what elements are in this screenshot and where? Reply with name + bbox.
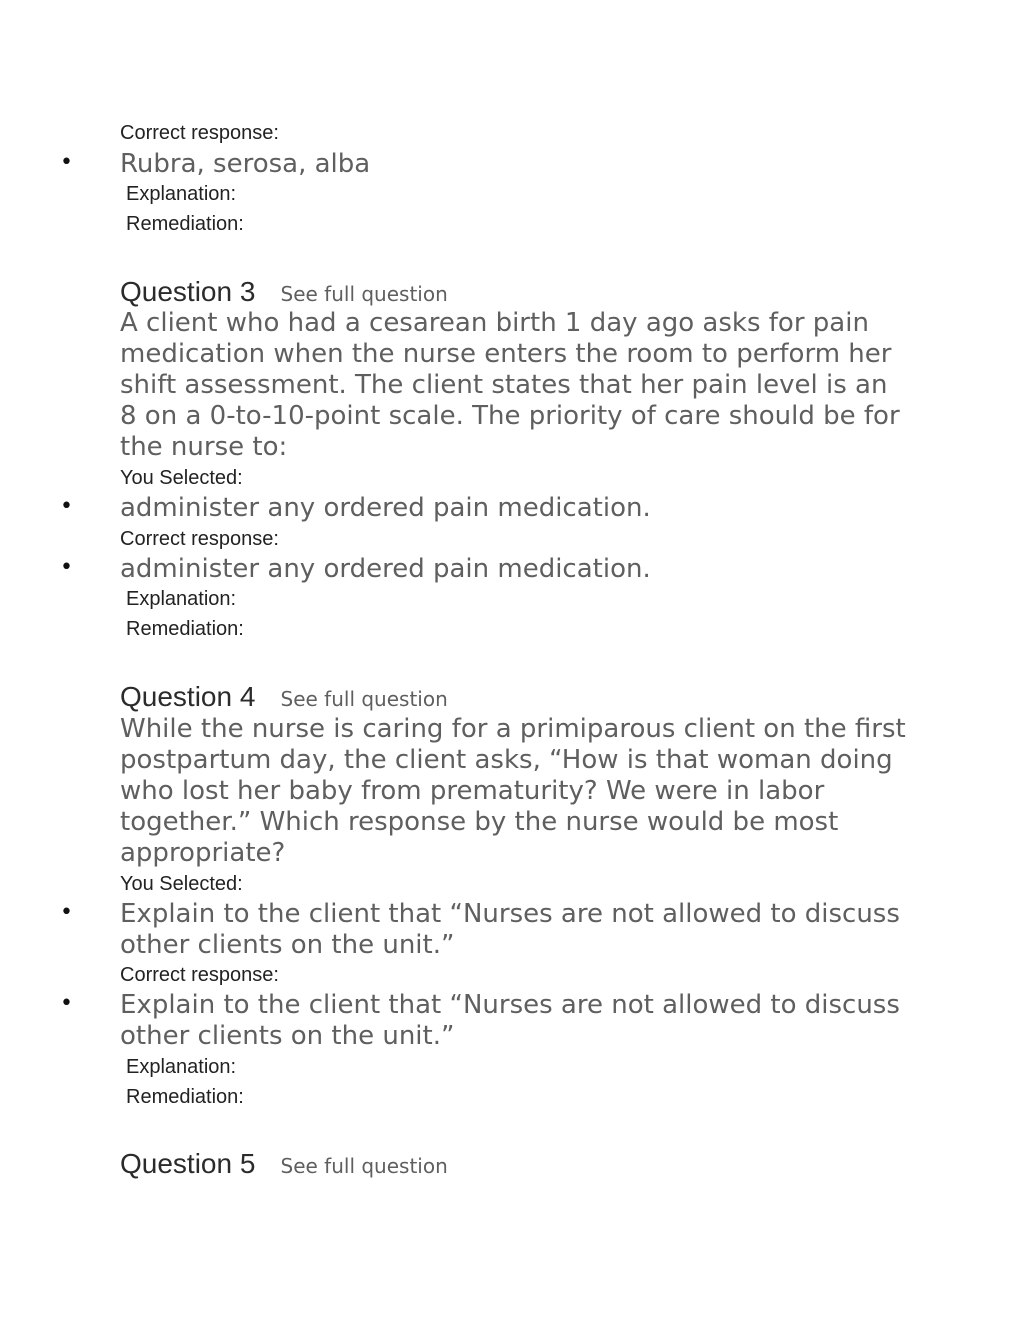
correct-response-label: Correct response: (120, 122, 279, 144)
question-5-header (120, 1148, 448, 1180)
question-text: While the nurse is caring for a primiparous client on the first postpartum day, the client asks, “How is that woman doing who lost her baby from prematurity? We were in labor together.” Which response by the nurse would be most appropriate? (120, 714, 906, 868)
explanation-label: Explanation: (126, 183, 237, 205)
question-title: Question 5 (120, 1148, 256, 1179)
question-title: Question 4 (120, 681, 256, 712)
see-full-question-link[interactable]: See full question (280, 282, 448, 306)
bullet-icon: • (60, 494, 73, 519)
selected-answer: Explain to the client that “Nurses are not allowed to discuss other clients on the unit.” (120, 899, 900, 960)
selected-answer: administer any ordered pain medication. (120, 493, 651, 523)
correct-response-label: Correct response: (120, 964, 279, 986)
see-full-question-link[interactable]: See full question (280, 687, 448, 711)
bullet-icon: • (60, 150, 73, 175)
question-4-header (120, 681, 448, 713)
you-selected-label: You Selected: (120, 873, 243, 895)
correct-answer: Explain to the client that “Nurses are not allowed to discuss other clients on the unit.” (120, 990, 900, 1051)
see-full-question-link[interactable]: See full question (280, 1154, 448, 1178)
remediation-label: Remediation: (126, 213, 244, 235)
correct-answer: administer any ordered pain medication. (120, 554, 651, 584)
question-text: A client who had a cesarean birth 1 day ago asks for pain medication when the nurse enters the room to perform her shift assessment. The client states that her pain level is an 8 on a 0-to-10-point scale. The priority of care should be for the nurse to: (120, 308, 900, 462)
correct-response-label: Correct response: (120, 528, 279, 550)
question-3-header (120, 276, 448, 308)
bullet-icon: • (60, 900, 73, 925)
bullet-icon: • (60, 991, 73, 1016)
you-selected-label: You Selected: (120, 467, 243, 489)
remediation-label: Remediation: (126, 1086, 244, 1108)
explanation-label: Explanation: (126, 588, 237, 610)
question-title: Question 3 (120, 276, 256, 307)
correct-answer: Rubra, serosa, alba (120, 149, 371, 179)
remediation-label: Remediation: (126, 618, 244, 640)
explanation-label: Explanation: (126, 1056, 237, 1078)
bullet-icon: • (60, 555, 73, 580)
